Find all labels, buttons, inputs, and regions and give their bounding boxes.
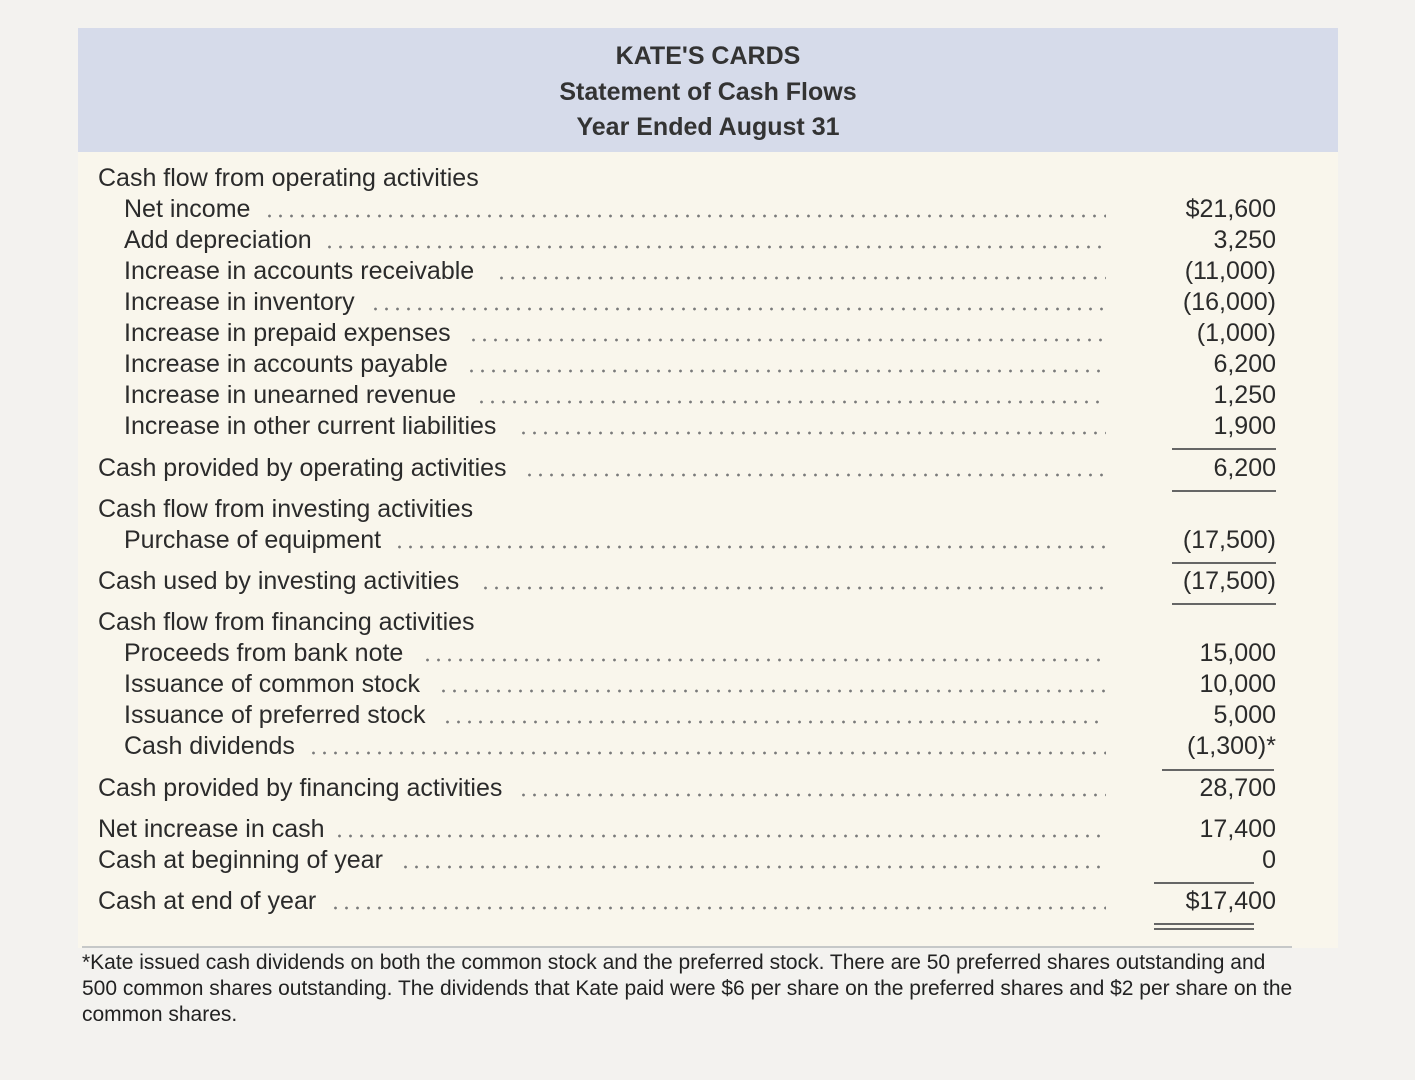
double-rule-top <box>1154 923 1254 925</box>
section-title-operating: Cash flow from operating activities <box>98 164 479 192</box>
line-label: Issuance of preferred stock <box>124 701 426 729</box>
total-operating <box>78 453 1338 483</box>
dot-leader <box>480 586 1106 590</box>
total-label: Cash provided by operating activities <box>98 454 507 482</box>
line-inventory <box>78 287 1338 317</box>
total-label: Cash provided by financing activities <box>98 774 503 802</box>
total-amount: 6,200 <box>1213 454 1276 482</box>
line-label: Increase in prepaid expenses <box>124 319 451 347</box>
line-cash-end <box>78 886 1338 916</box>
line-amount: (1,300)* <box>1187 732 1276 760</box>
line-amount: (11,000) <box>1184 257 1276 285</box>
dot-leader <box>518 793 1106 797</box>
dot-leader <box>308 751 1106 755</box>
statement-header <box>78 28 1338 152</box>
double-rule-bottom <box>1154 928 1254 930</box>
dot-leader <box>422 658 1106 662</box>
line-accounts-payable <box>78 349 1338 379</box>
line-label: Proceeds from bank note <box>124 639 404 667</box>
line-amount: 10,000 <box>1199 670 1276 698</box>
line-unearned-revenue <box>78 380 1338 410</box>
line-label: Purchase of equipment <box>124 526 382 554</box>
line-label: Add depreciation <box>124 226 312 254</box>
line-prepaid-expenses <box>78 318 1338 348</box>
line-label: Increase in other current liabilities <box>124 412 497 440</box>
dot-leader <box>518 431 1106 435</box>
line-net-increase <box>78 814 1338 844</box>
line-amount: 1,900 <box>1213 412 1276 440</box>
line-cash-dividends <box>78 731 1338 761</box>
line-amount: 15,000 <box>1199 639 1276 667</box>
line-other-liabilities <box>78 411 1338 441</box>
subtotal-rule <box>1154 882 1254 884</box>
line-label: Cash at beginning of year <box>98 846 383 874</box>
line-amount: 3,250 <box>1213 226 1276 254</box>
dot-leader <box>324 245 1106 249</box>
statement-period: Year Ended August 31 <box>576 113 840 141</box>
dot-leader <box>334 834 1106 838</box>
line-amount: 5,000 <box>1213 701 1276 729</box>
dot-leader <box>468 338 1106 342</box>
line-amount: (16,000) <box>1182 288 1276 316</box>
dot-leader <box>438 689 1106 693</box>
dot-leader <box>524 473 1106 477</box>
line-label: Issuance of common stock <box>124 670 420 698</box>
statement-sheet <box>78 28 1338 948</box>
line-label: Cash dividends <box>124 732 295 760</box>
total-financing <box>78 773 1338 803</box>
subtotal-rule <box>1172 448 1276 450</box>
line-label: Net increase in cash <box>98 815 325 843</box>
line-amount: $21,600 <box>1185 195 1276 223</box>
footnote: *Kate issued cash dividends on both the common stock and the preferred stock. There are 50 preferred shares outstanding and 500 common shares outstanding. The dividends that Kate paid were $6 per share on the preferred shares and $2 per share on the common shares. <box>82 951 1293 1026</box>
company-name: KATE'S CARDS <box>615 42 801 70</box>
line-label: Increase in accounts payable <box>124 350 448 378</box>
line-bank-note <box>78 638 1338 668</box>
line-amount: (1,000) <box>1196 319 1276 347</box>
dot-leader <box>466 369 1106 373</box>
subtotal-rule <box>1162 769 1274 771</box>
line-depreciation <box>78 225 1338 255</box>
dot-leader <box>442 720 1106 724</box>
line-amount: 17,400 <box>1199 815 1276 843</box>
total-rule <box>1172 603 1276 605</box>
line-label: Increase in accounts receivable <box>124 257 475 285</box>
dot-leader <box>496 276 1106 280</box>
dot-leader <box>476 400 1106 404</box>
total-rule <box>1172 490 1276 492</box>
line-amount: 1,250 <box>1213 381 1276 409</box>
total-label: Cash used by investing activities <box>98 567 460 595</box>
statement-title: Statement of Cash Flows <box>559 78 857 106</box>
line-amount: 6,200 <box>1213 350 1276 378</box>
dot-leader <box>330 906 1106 910</box>
dot-leader <box>394 545 1106 549</box>
line-cash-beginning <box>78 845 1338 875</box>
total-investing <box>78 566 1338 596</box>
line-amount: $17,400 <box>1185 887 1276 915</box>
line-preferred-stock <box>78 700 1338 730</box>
dot-leader <box>400 865 1106 869</box>
line-label: Cash at end of year <box>98 887 317 915</box>
line-label: Net income <box>124 195 251 223</box>
line-net-income <box>78 194 1338 224</box>
line-common-stock <box>78 669 1338 699</box>
footnote-divider <box>82 946 1292 948</box>
line-amount: (17,500) <box>1182 526 1276 554</box>
line-label: Increase in inventory <box>124 288 355 316</box>
line-amount: 0 <box>1262 846 1276 874</box>
dot-leader <box>370 307 1106 311</box>
section-title-investing: Cash flow from investing activities <box>98 495 474 523</box>
line-label: Increase in unearned revenue <box>124 381 457 409</box>
subtotal-rule <box>1172 562 1276 564</box>
line-accounts-receivable <box>78 256 1338 286</box>
total-amount: 28,700 <box>1199 774 1276 802</box>
section-title-financing: Cash flow from financing activities <box>98 608 475 636</box>
line-purchase-equipment <box>78 525 1338 555</box>
dot-leader <box>264 214 1106 218</box>
total-amount: (17,500) <box>1182 567 1276 595</box>
